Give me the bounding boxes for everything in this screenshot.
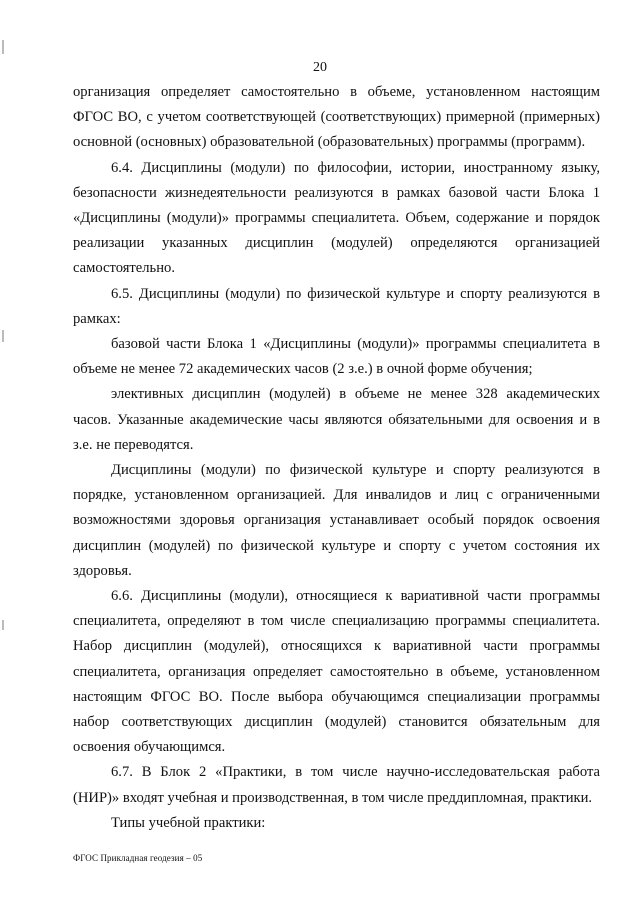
document-body <box>73 80 600 836</box>
paragraph: 6.4. Дисциплины (модули) по философии, истории, иностранному языку, безопасности жизнедеятельности реализуются в рамках базовой части Блока 1 «Дисциплины (модули)» программы специалитета. Объем, содержание и порядок реализации указанных дисциплин (модулей) определяются организацией самостоятельно. <box>73 159 600 277</box>
paragraph: элективных дисциплин (модулей) в объеме не менее 328 академических часов. Указанные академические часы являются обязательными для освоения и в з.е. не переводятся. <box>73 386 600 453</box>
paragraph: 6.6. Дисциплины (модули), относящиеся к вариативной части программы специалитета, определяют в том числе специализацию программы специалитета. Набор дисциплин (модулей), относящихся к вариативной части программы специалитета, организация определяет самостоятельно в объеме, установленном настоящим ФГОС ВО. После выбора обучающимся специализации программы набор соответствующих дисциплин (модулей) становится обязательным для освоения обучающимся. <box>73 588 600 756</box>
paragraph: 6.5. Дисциплины (модули) по физической культуре и спорту реализуются в рамках: <box>73 285 600 327</box>
scan-margin-mark <box>2 40 4 54</box>
paragraph: организация определяет самостоятельно в объеме, установленном настоящим ФГОС ВО, с учетом соответствующей (соответствующих) примерной (примерных) основной (основных) образовательной (образовательных) программы (программ). <box>73 84 600 151</box>
paragraph: Типы учебной практики: <box>111 814 266 831</box>
paragraph: базовой части Блока 1 «Дисциплины (модули)» программы специалитета в объеме не менее 72 академических часов (2 з.е.) в очной форме обучения; <box>73 336 600 378</box>
page-number: 20 <box>313 60 327 75</box>
paragraph: Дисциплины (модули) по физической культуре и спорту реализуются в порядке, установленном организацией. Для инвалидов и лиц с ограниченными возможностями здоровья организация устанавливает особый порядок освоения дисциплин (модулей) по физической культуре и спорту с учетом состояния их здоровья. <box>73 462 600 579</box>
scan-margin-mark <box>2 620 4 630</box>
scan-margin-mark <box>2 330 4 342</box>
paragraph: 6.7. В Блок 2 «Практики, в том числе научно-исследовательская работа (НИР)» входят учебная и производственная, в том числе преддипломная, практики. <box>73 764 600 806</box>
footer-text: ФГОС Прикладная геодезия – 05 <box>73 853 203 863</box>
